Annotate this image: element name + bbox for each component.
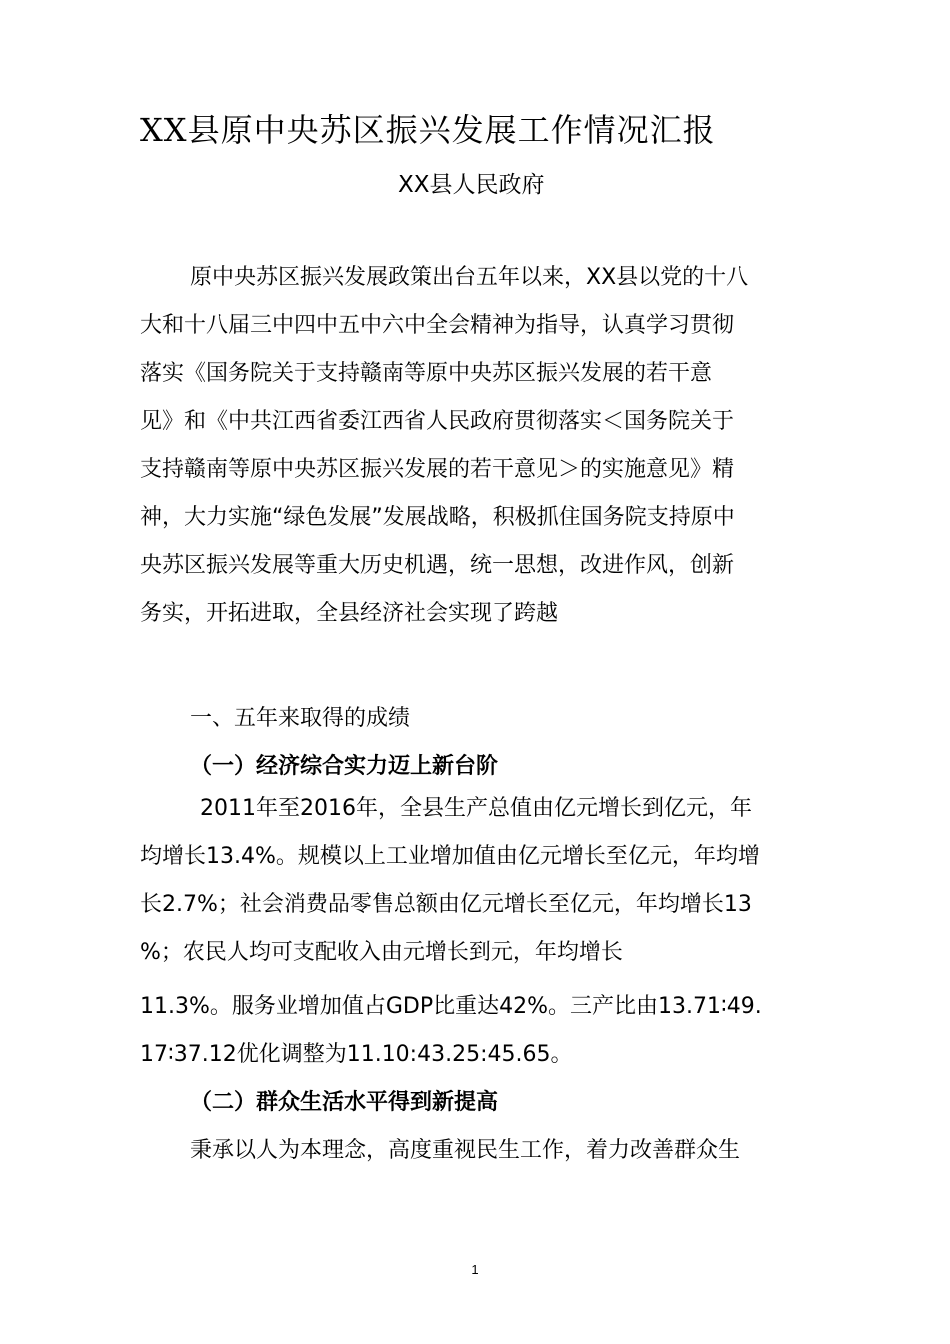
- document-author: XX县人民政府: [398, 172, 545, 198]
- paragraph-line: 央苏区振兴发展等重大历史机遇，统一思想，改进作风，创新: [140, 553, 735, 578]
- paragraph-line: 大和十八届三中四中五中六中全会精神为指导，认真学习贯彻: [140, 313, 735, 338]
- paragraph-line: 17∶37.12优化调整为11.10:43.25:45.65。: [140, 1042, 573, 1067]
- paragraph-line: 见》和《中共江西省委江西省人民政府贯彻落实＜国务院关于: [140, 409, 735, 434]
- subsection-heading: （二）群众生活水平得到新提高: [190, 1090, 499, 1115]
- paragraph-line: 神，大力实施“绿色发展”发展战略，积极抓住国务院支持原中: [140, 505, 735, 530]
- paragraph-line: 长2.7%；社会消费品零售总额由亿元增长至亿元，年均增长13: [140, 892, 752, 917]
- paragraph-line: 原中央苏区振兴发展政策出台五年以来，XX县以党的十八: [190, 265, 749, 290]
- paragraph-line: 均增长13.4%。规模以上工业增加值由亿元增长至亿元，年均增: [140, 844, 760, 869]
- paragraph-line: 落实《国务院关于支持赣南等原中央苏区振兴发展的若干意: [140, 361, 713, 386]
- subsection-heading: （一）经济综合实力迈上新台阶: [190, 754, 499, 779]
- paragraph-line: 秉承以人为本理念，高度重视民生工作，着力改善群众生: [190, 1138, 741, 1163]
- document-title: XX县原中央苏区振兴发展工作情况汇报: [140, 111, 716, 149]
- paragraph-line: 务实，开拓进取，全县经济社会实现了跨越: [140, 601, 559, 626]
- page-number: 1: [471, 1262, 479, 1277]
- paragraph-line: 11.3%。服务业增加值占GDP比重达42%。三产比由13.71∶49.: [140, 994, 762, 1019]
- paragraph-line: 支持赣南等原中央苏区振兴发展的若干意见＞的实施意见》精: [140, 457, 735, 482]
- section-heading: 一、五年来取得的成绩: [190, 706, 411, 731]
- paragraph-line: 2011年至2016年，全县生产总值由亿元增长到亿元，年: [200, 796, 752, 821]
- paragraph-line: %；农民人均可支配收入由元增长到元，年均增长: [140, 940, 623, 965]
